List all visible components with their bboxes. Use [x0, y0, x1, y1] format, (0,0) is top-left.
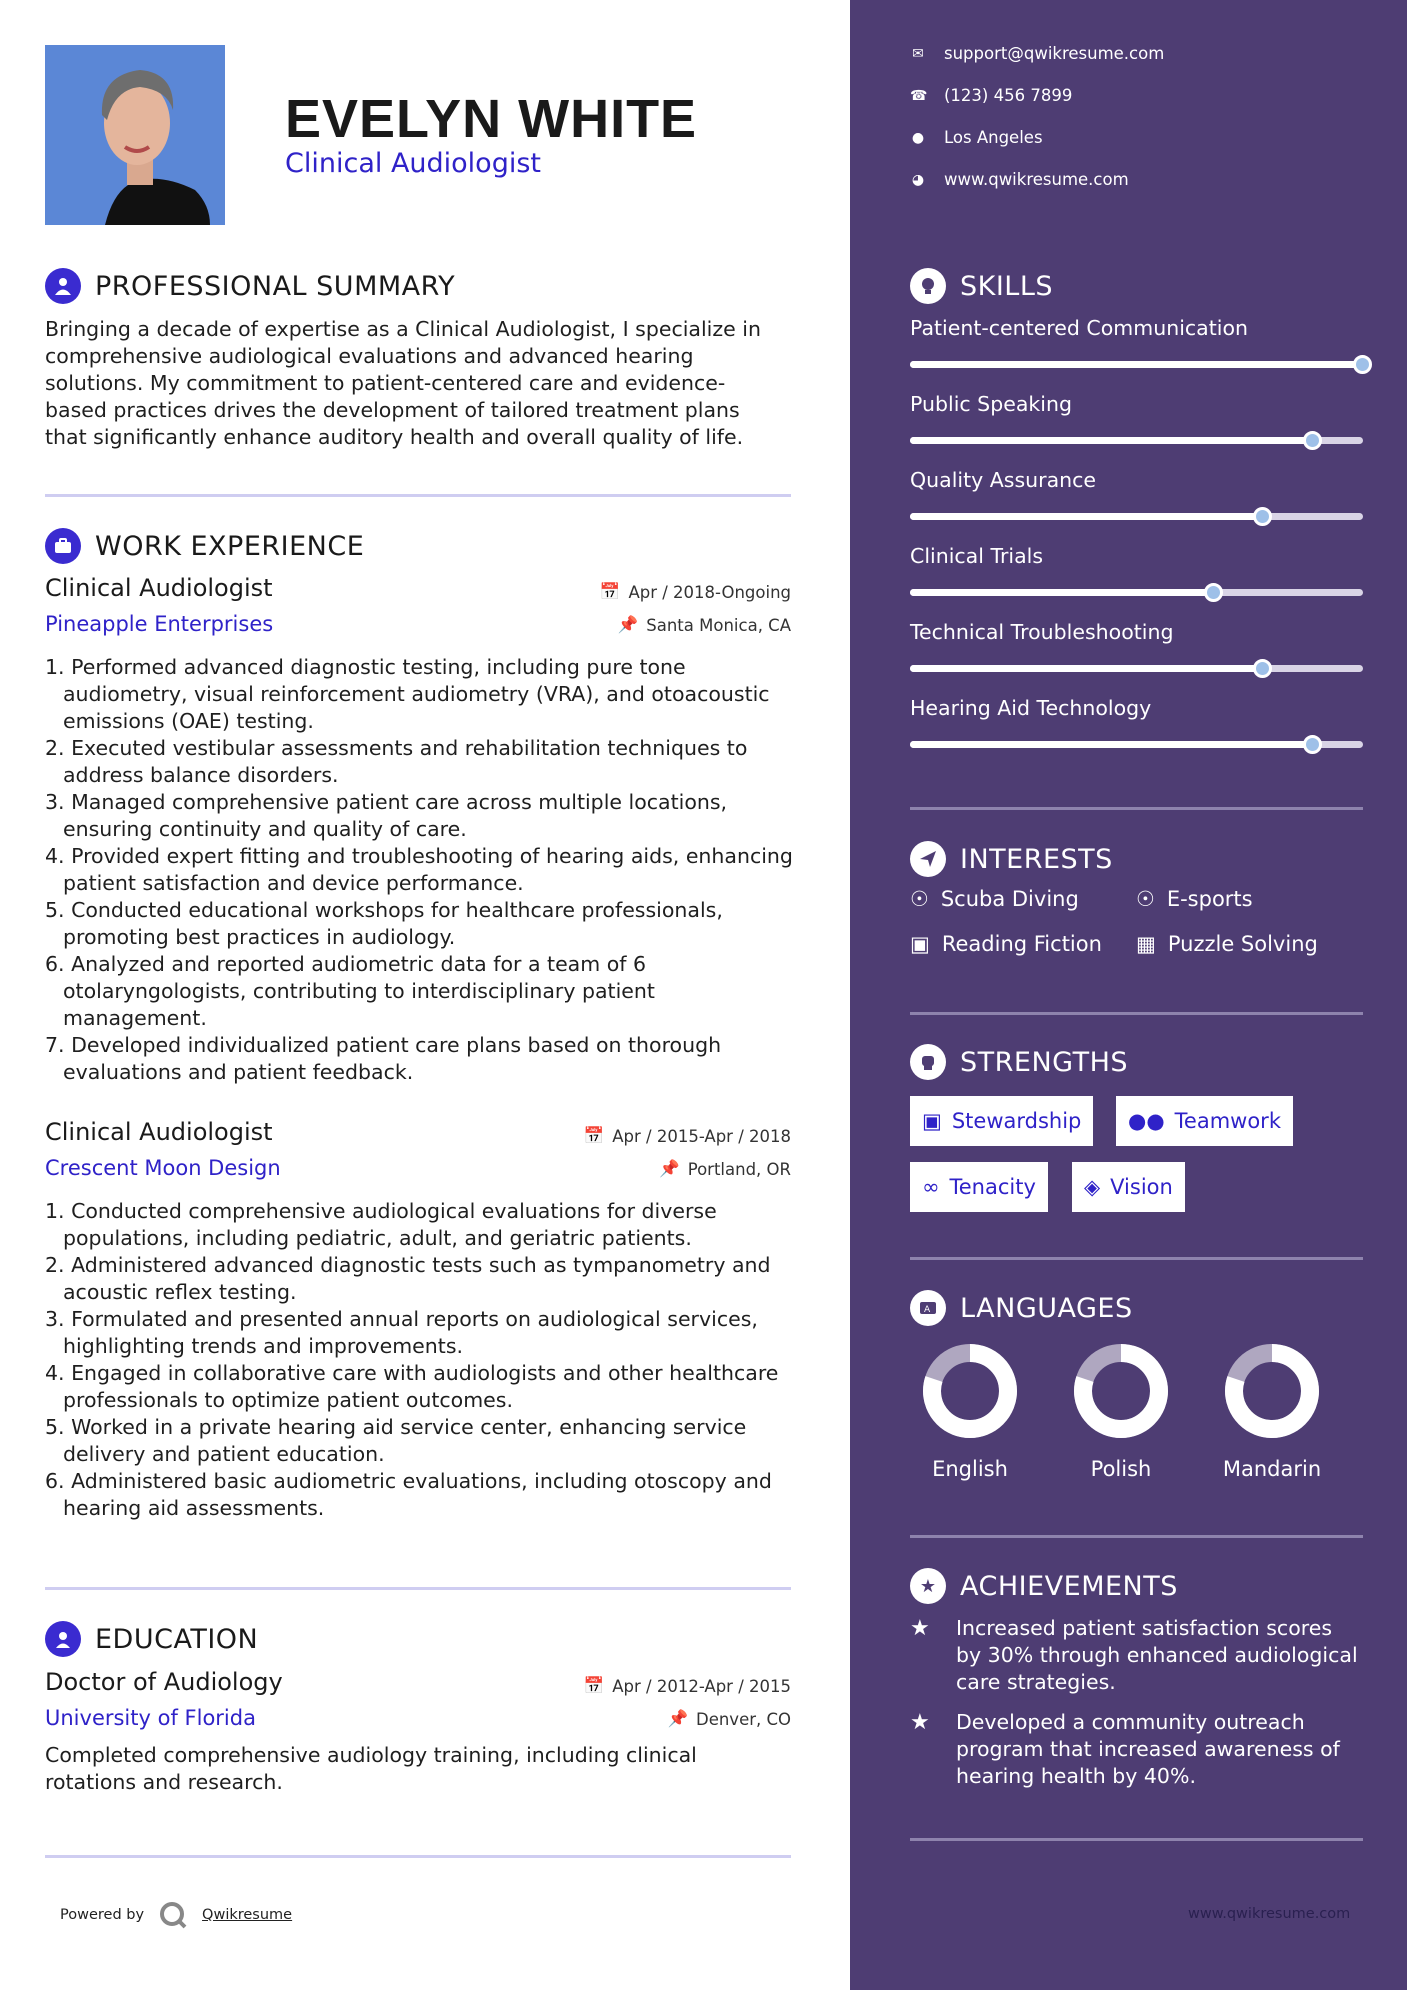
- summary-title: PROFESSIONAL SUMMARY: [95, 270, 456, 302]
- skill-label: Clinical Trials: [910, 544, 1044, 568]
- divider: [45, 1587, 791, 1590]
- skill-bar-fill: [910, 589, 1214, 596]
- interest-label: E-sports: [1166, 887, 1253, 911]
- education-dates-text: Apr / 2012-Apr / 2015: [612, 1676, 791, 1696]
- pin-icon: 📌: [667, 1709, 688, 1728]
- achievements-heading: [910, 1568, 1178, 1604]
- skill-label: Public Speaking: [910, 392, 1072, 416]
- skill-bar-fill: [910, 361, 1363, 368]
- language-ring: [1217, 1336, 1327, 1446]
- skills-heading: [910, 268, 1053, 304]
- divider: [910, 807, 1363, 810]
- languages-heading: [910, 1290, 1133, 1326]
- skill-bar: [910, 741, 1363, 748]
- skills-title: SKILLS: [960, 270, 1054, 302]
- job-location: [618, 615, 791, 635]
- job-bullets: [45, 1198, 795, 1522]
- job-dates-text: Apr / 2015-Apr / 2018: [612, 1126, 791, 1146]
- list-item: 4. Engaged in collaborative care with audiologists and other healthcare professionals to optimize patient outcomes.: [45, 1361, 779, 1412]
- job-location-text: Portland, OR: [687, 1159, 791, 1179]
- shooting-star-icon: ★: [910, 1616, 930, 1641]
- language-icon: [910, 1290, 946, 1326]
- skill-label: Technical Troubleshooting: [910, 620, 1174, 644]
- work-heading: [45, 528, 364, 564]
- job-title: Clinical Audiologist: [45, 1118, 273, 1146]
- skill-bar: [910, 665, 1363, 672]
- list-item: 6. Administered basic audiometric evaluations, including otoscopy and hearing aid assessments.: [45, 1469, 772, 1520]
- language-label: English: [932, 1457, 1008, 1481]
- skill-label: Hearing Aid Technology: [910, 696, 1152, 720]
- skill-bar-knob: [1353, 355, 1372, 374]
- job-dates: [584, 1126, 791, 1146]
- list-item: 5. Conducted educational workshops for healthcare professionals, promoting best practices in audiology.: [45, 898, 723, 949]
- skill-bar-fill: [910, 665, 1263, 672]
- language-label: Mandarin: [1222, 1457, 1322, 1481]
- strength-label: Teamwork: [1174, 1109, 1281, 1133]
- interest-label: Puzzle Solving: [1167, 932, 1318, 956]
- gamepad-icon: ▣: [910, 932, 930, 956]
- strength-tag: [910, 1096, 1093, 1146]
- contact-email[interactable]: [910, 44, 1164, 63]
- job-dates-text: Apr / 2018-Ongoing: [628, 582, 791, 602]
- school: University of Florida: [45, 1706, 256, 1730]
- candidate-name: EVELYN WHITE: [285, 89, 698, 149]
- education-text: Completed comprehensive audiology training, including clinical rotations and research.: [45, 1743, 697, 1794]
- summary-text: Bringing a decade of expertise as a Clinical Audiologist, I specialize in comprehensive audiological evaluations and advanced hearing solutions. My commitment to patient-centered care and evidence-based practices drives the development of tailored treatment plans that significantly enhance auditory health and overall quality of life.: [45, 317, 761, 449]
- calendar-icon: 📅: [583, 1126, 605, 1145]
- language-ring: [915, 1336, 1025, 1446]
- list-item: 5. Worked in a private hearing aid service center, enhancing service delivery and patient education.: [45, 1415, 747, 1466]
- strengths-title: STRENGTHS: [960, 1046, 1129, 1078]
- calendar-icon: 📅: [599, 582, 621, 601]
- skill-bar-fill: [910, 437, 1313, 444]
- interest-item: [910, 932, 1102, 956]
- lifebuoy-icon: ☉: [1136, 887, 1155, 911]
- list-item: 7. Developed individualized patient care plans based on thorough evaluations and patient feedback.: [45, 1033, 722, 1084]
- skill-bar: [910, 513, 1363, 520]
- divider: [45, 494, 791, 497]
- job-location-text: Santa Monica, CA: [646, 615, 791, 635]
- lightbulb-icon: [910, 268, 946, 304]
- list-item: 2. Executed vestibular assessments and rehabilitation techniques to address balance disorders.: [45, 736, 748, 787]
- globe-icon: ◕: [911, 171, 925, 188]
- interest-label: Scuba Diving: [940, 887, 1079, 911]
- interest-item: [910, 887, 1079, 911]
- skill-label: Quality Assurance: [910, 468, 1097, 492]
- list-item: 3. Formulated and presented annual reports on audiological services, highlighting trends and improvements.: [45, 1307, 758, 1358]
- strengths-heading: [910, 1044, 1128, 1080]
- contact-email-text: support@qwikresume.com: [944, 44, 1165, 63]
- graduate-icon: [45, 1621, 81, 1657]
- candidate-role: Clinical Audiologist: [285, 148, 541, 179]
- strength-label: Stewardship: [951, 1109, 1082, 1133]
- profile-photo: [45, 45, 225, 225]
- interests-title: INTERESTS: [960, 843, 1113, 875]
- contact-phone[interactable]: [910, 86, 1072, 105]
- lifebuoy-icon: ☉: [910, 887, 929, 911]
- qwikresume-link[interactable]: Qwikresume: [202, 1907, 293, 1923]
- education-location: [667, 1709, 791, 1729]
- divider: [910, 1838, 1363, 1841]
- shooting-star-icon: ★: [910, 1710, 930, 1735]
- job-company: Crescent Moon Design: [45, 1156, 281, 1180]
- divider: [45, 1855, 791, 1858]
- briefcase-icon: ▣: [922, 1109, 942, 1133]
- skill-bar: [910, 437, 1363, 444]
- list-item: 3. Managed comprehensive patient care across multiple locations, ensuring continuity and quality of care.: [45, 790, 728, 841]
- achievement-item: [910, 1709, 1360, 1790]
- list-item: 6. Analyzed and reported audiometric data for a team of 6 otolaryngologists, contributing to interdisciplinary patient management.: [45, 952, 655, 1030]
- list-item: 2. Administered advanced diagnostic tests such as tympanometry and acoustic reflex testing.: [45, 1253, 771, 1304]
- divider: [910, 1012, 1363, 1015]
- interest-item: [1136, 887, 1253, 911]
- job-location: [659, 1159, 791, 1179]
- binoculars-icon: ◈: [1084, 1175, 1101, 1199]
- education-location-text: Denver, CO: [695, 1709, 791, 1729]
- strength-tag: [910, 1162, 1048, 1212]
- map-marker-icon: ●: [911, 129, 925, 146]
- fist-icon: [910, 1044, 946, 1080]
- summary-heading: [45, 268, 455, 304]
- interests-heading: [910, 841, 1113, 877]
- skill-bar-fill: [910, 513, 1263, 520]
- qwikresume-logo-icon: [158, 1900, 188, 1930]
- contact-website[interactable]: [910, 170, 1129, 189]
- achievements-title: ACHIEVEMENTS: [960, 1570, 1178, 1602]
- skill-bar: [910, 589, 1363, 596]
- divider: [910, 1257, 1363, 1260]
- strength-tag: [1116, 1096, 1293, 1146]
- education-heading: [45, 1621, 258, 1657]
- degree: Doctor of Audiology: [45, 1668, 283, 1696]
- users-icon: ●●: [1128, 1109, 1165, 1133]
- interest-item: [1136, 932, 1318, 956]
- user-icon: [45, 268, 81, 304]
- pin-icon: 📌: [617, 615, 639, 634]
- skill-bar: [910, 361, 1363, 368]
- contact-location: [910, 128, 1043, 147]
- footer-powered-by: [60, 1900, 292, 1930]
- interest-label: Reading Fiction: [941, 932, 1102, 956]
- language-ring: [1066, 1336, 1176, 1446]
- achievement-text: Developed a community outreach program that increased awareness of hearing health by 40%.: [956, 1710, 1340, 1788]
- contact-location-text: Los Angeles: [944, 128, 1043, 147]
- skill-bar-knob: [1204, 583, 1223, 602]
- education-title: EDUCATION: [95, 1623, 259, 1655]
- svg-text:A: A: [924, 1305, 931, 1315]
- job-company: Pineapple Enterprises: [45, 612, 274, 636]
- job-title: Clinical Audiologist: [45, 574, 273, 602]
- strength-label: Vision: [1110, 1175, 1173, 1199]
- divider: [910, 1535, 1363, 1538]
- list-item: 1. Performed advanced diagnostic testing, including pure tone audiometry, visual reinforcement audiometry (VRA), and otoacoustic emissions (OAE) testing.: [45, 655, 770, 733]
- link-icon: ∞: [922, 1175, 940, 1199]
- skill-bar-fill: [910, 741, 1313, 748]
- contact-website-text: www.qwikresume.com: [944, 170, 1129, 189]
- work-title: WORK EXPERIENCE: [95, 530, 365, 562]
- achievement-item: [910, 1615, 1360, 1696]
- briefcase-icon: [45, 528, 81, 564]
- star-icon: ★: [910, 1568, 946, 1604]
- powered-by-text: Powered by: [60, 1907, 145, 1923]
- footer-site[interactable]: www.qwikresume.com: [1188, 1906, 1351, 1922]
- skill-label: Patient-centered Communication: [910, 316, 1248, 340]
- language-label: Polish: [1090, 1457, 1152, 1481]
- phone-icon: ☎: [910, 87, 928, 104]
- education-dates: [584, 1676, 791, 1696]
- calendar-icon: 📅: [583, 1676, 605, 1695]
- strength-label: Tenacity: [949, 1175, 1036, 1199]
- envelope-icon: ✉: [912, 45, 924, 62]
- contact-phone-text: (123) 456 7899: [944, 86, 1073, 105]
- list-item: 4. Provided expert fitting and troubleshooting of hearing aids, enhancing patient satisfaction and device performance.: [45, 844, 793, 895]
- strength-tag: [1072, 1162, 1185, 1212]
- paper-plane-icon: [910, 841, 946, 877]
- pin-icon: 📌: [659, 1159, 680, 1178]
- list-item: 1. Conducted comprehensive audiological evaluations for diverse populations, including pediatric, adult, and geriatric patients.: [45, 1199, 717, 1250]
- job-bullets: [45, 654, 795, 1086]
- job-dates: [600, 582, 791, 602]
- achievement-text: Increased patient satisfaction scores by 30% through enhanced audiological care strategies.: [956, 1616, 1358, 1694]
- languages-title: LANGUAGES: [960, 1292, 1133, 1324]
- book-icon: ▦: [1136, 932, 1156, 956]
